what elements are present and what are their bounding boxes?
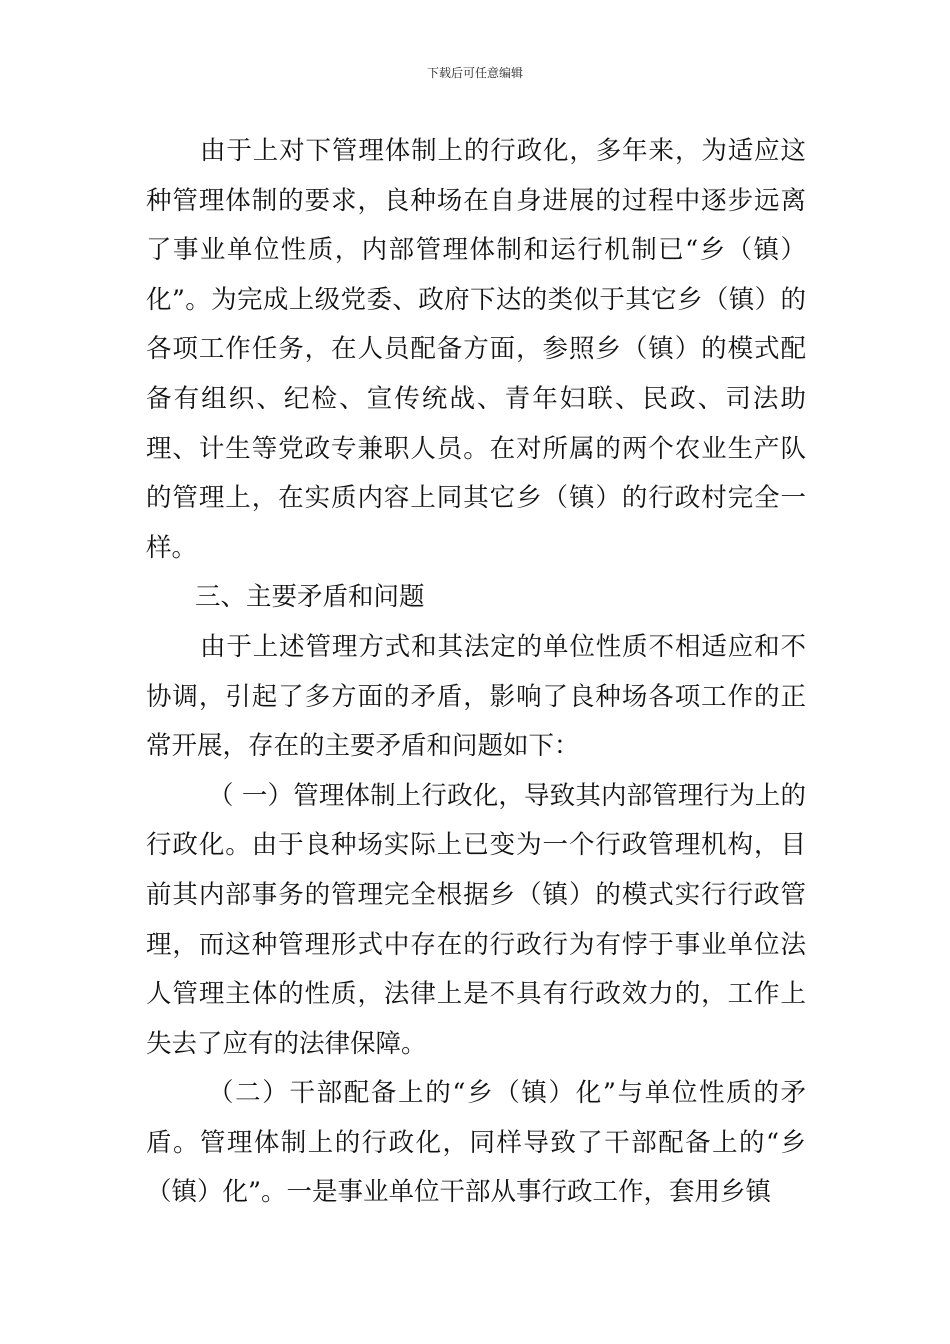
- paragraph-4: （二）干部配备上的“乡（镇）化”与单位性质的矛盾。管理体制上的行政化，同样导致了干部配备上的“乡（镇）化”。一是事业单位干部从事行政工作，套用乡镇: [146, 1078, 806, 1208]
- page-header: 下载后可任意编辑: [426, 66, 523, 80]
- paragraph-2: 由于上述管理方式和其法定的单位性质不相适应和不协调，引起了多方面的矛盾，影响了良种场各项工作的正常开展，存在的主要矛盾和问题如下：: [146, 631, 806, 762]
- section-heading-3: 三、主要矛盾和问题: [195, 582, 425, 613]
- paragraph-3: （ 一）管理体制上行政化，导致其内部管理行为上的行政化。由于良种场实际上已变为一个行政管理机构，目前其内部事务的管理完全根据乡（镇）的模式实行行政管理，而这种管理形式中存在的行政行为有悖于事业单位法人管理主体的性质，法律上是不具有行政效力的，工作上失去了应有的法律保障。: [146, 780, 806, 1059]
- paragraph-1: 由于上对下管理体制上的行政化，多年来，为适应这种管理体制的要求，良种场在自身进展的过程中逐步远离了事业单位性质，内部管理体制和运行机制已“乡（镇）化”。为完成上级党委、政府下达的类似于其它乡（镇）的各项工作任务，在人员配备方面，参照乡（镇）的模式配备有组织、纪检、宣传统战、青年妇联、民政、司法助理、计生等党政专兼职人员。在对所属的两个农业生产队的管理上，在实质内容上同其它乡（镇）的行政村完全一样。: [146, 136, 806, 563]
- document-body: [146, 127, 806, 1218]
